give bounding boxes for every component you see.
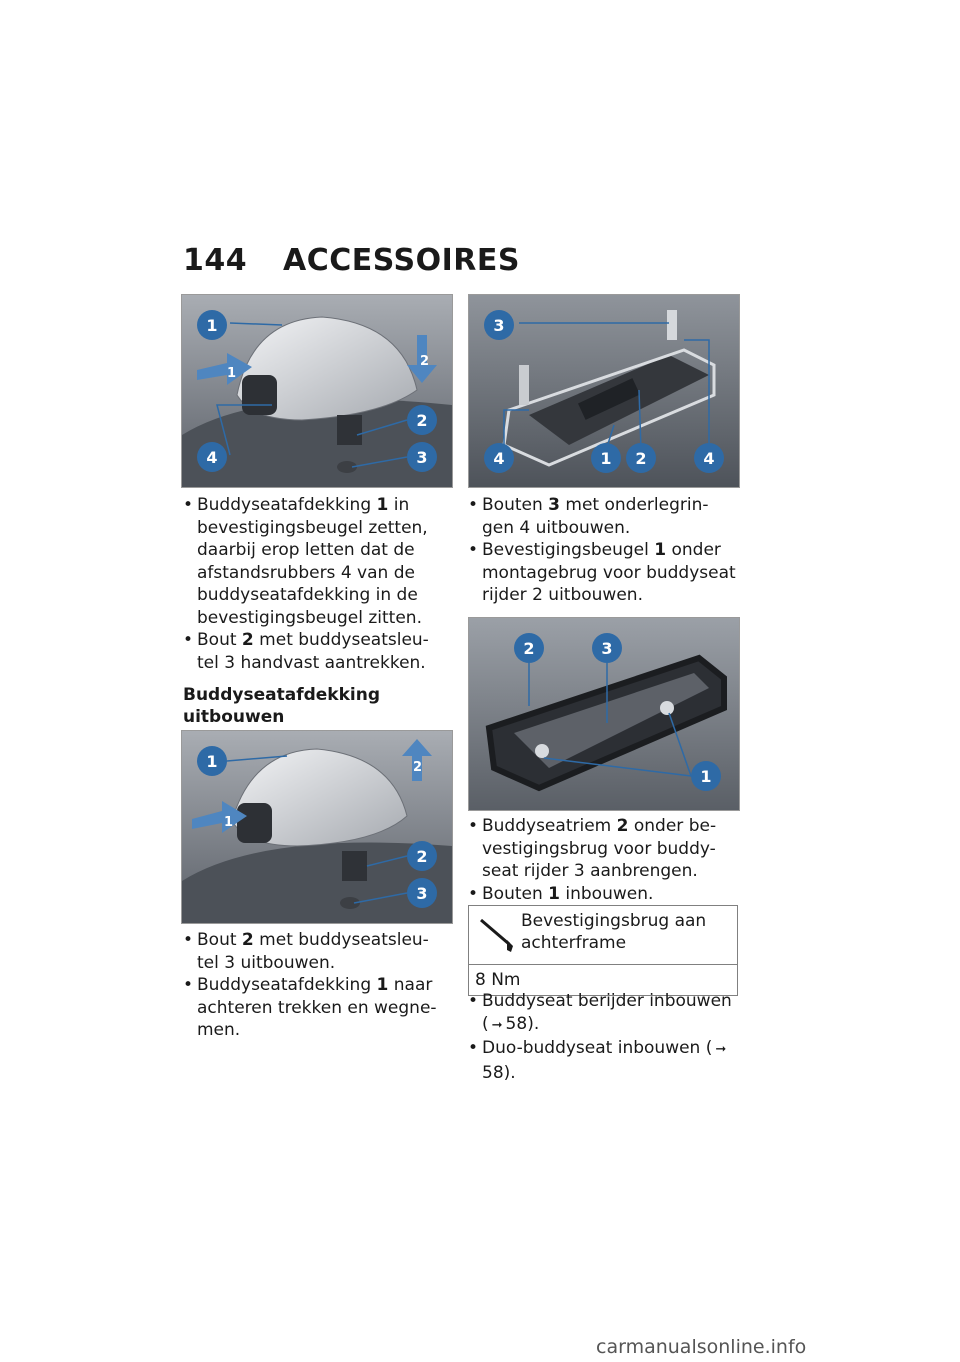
callout-3 — [407, 878, 437, 908]
list-item: • Buddyseatriem 2 onder be-vestigingsbrug voor buddy-seat rijder 3 aanbrengen. — [468, 815, 736, 883]
svg-text:3: 3 — [601, 639, 613, 658]
torque-spec-box — [468, 905, 738, 996]
list-item: • Bouten 3 met onderlegrin-gen 4 uitbouwen. — [468, 494, 736, 539]
left-column-2 — [183, 929, 445, 1042]
torque-label: Bevestigingsbrug aan achterframe — [521, 911, 707, 953]
svg-text:2: 2 — [416, 847, 428, 866]
svg-text:4: 4 — [703, 449, 715, 468]
callout-1 — [197, 746, 227, 776]
figure-seat-cover-install — [181, 294, 453, 488]
svg-text:1: 1 — [206, 316, 218, 335]
right-list-2 — [468, 815, 736, 905]
figure-strap-install — [468, 617, 740, 811]
arrow-label-2: 2 — [420, 354, 430, 369]
svg-text:3: 3 — [416, 448, 428, 467]
callout-4a — [484, 443, 514, 473]
right-column-3 — [468, 990, 736, 1084]
torque-value: 8 Nm — [475, 970, 521, 990]
arrow-label-2: 2 — [413, 760, 423, 775]
right-list-3 — [468, 990, 736, 1084]
callout-2 — [514, 633, 544, 663]
svg-text:1: 1 — [700, 767, 712, 786]
svg-text:4: 4 — [206, 448, 218, 467]
list-item: • Bouten 1 inbouwen. — [468, 883, 736, 906]
page-number: 144 — [183, 243, 248, 278]
left-list-2 — [183, 929, 445, 1042]
page-ref-arrow-icon: ➞ — [491, 1017, 503, 1033]
left-list-1 — [183, 494, 445, 674]
list-item: • Buddyseat berijder inbouwen ( ➞ 58). — [468, 990, 736, 1037]
callout-1 — [197, 310, 227, 340]
right-column-2 — [468, 815, 736, 905]
watermark-footer: carmanualsonline.info — [596, 1336, 807, 1358]
svg-text:3: 3 — [416, 884, 428, 903]
svg-text:1: 1 — [206, 752, 218, 771]
callout-4b — [694, 443, 724, 473]
list-item: • Bevestigingsbeugel 1 onder montagebrug voor buddyseat rijder 2 uitbouwen. — [468, 539, 736, 607]
callout-3 — [407, 442, 437, 472]
arrow-label-1: 1 — [224, 815, 234, 830]
svg-text:1: 1 — [600, 449, 612, 468]
figure-seat-cover-remove — [181, 730, 453, 924]
callout-2a — [407, 405, 437, 435]
right-column — [468, 494, 736, 607]
callout-1 — [691, 761, 721, 791]
section-title: ACCESSOIRES — [283, 243, 520, 278]
callout-2 — [407, 841, 437, 871]
svg-text:2: 2 — [523, 639, 535, 658]
list-item: • Bout 2 met buddyseatsleu-tel 3 uitbouwen. — [183, 929, 445, 974]
svg-text:4: 4 — [493, 449, 505, 468]
callout-1 — [591, 443, 621, 473]
callout-3 — [484, 310, 514, 340]
list-item: • Buddyseatafdekking 1 in bevestigingsbeugel zetten, daarbij erop letten dat de afstandsrubbers 4 van de buddyseatafdekking in de bevestigingsbeugel zitten. — [183, 494, 445, 629]
callout-3 — [592, 633, 622, 663]
svg-text:3: 3 — [493, 316, 505, 335]
list-item: • Duo-buddyseat inbouwen ( ➞58). — [468, 1037, 736, 1084]
callout-4 — [197, 442, 227, 472]
subheading-remove: Buddyseatafdekking uitbouwen — [183, 685, 381, 727]
svg-text:2: 2 — [635, 449, 647, 468]
list-item: • Bout 2 met buddyseatsleu-tel 3 handvast aantrekken. — [183, 629, 445, 674]
right-list-1 — [468, 494, 736, 607]
figure-bracket-removal — [468, 294, 740, 488]
left-column — [183, 494, 445, 728]
svg-text:2: 2 — [416, 411, 428, 430]
page-header — [183, 243, 520, 278]
list-item: • Buddyseatafdekking 1 naar achteren trekken en wegne-men. — [183, 974, 445, 1042]
callout-2 — [626, 443, 656, 473]
arrow-label-1: 1 — [227, 366, 237, 381]
torque-wrench-icon — [477, 914, 517, 954]
page-ref-arrow-icon: ➞ — [715, 1042, 727, 1057]
